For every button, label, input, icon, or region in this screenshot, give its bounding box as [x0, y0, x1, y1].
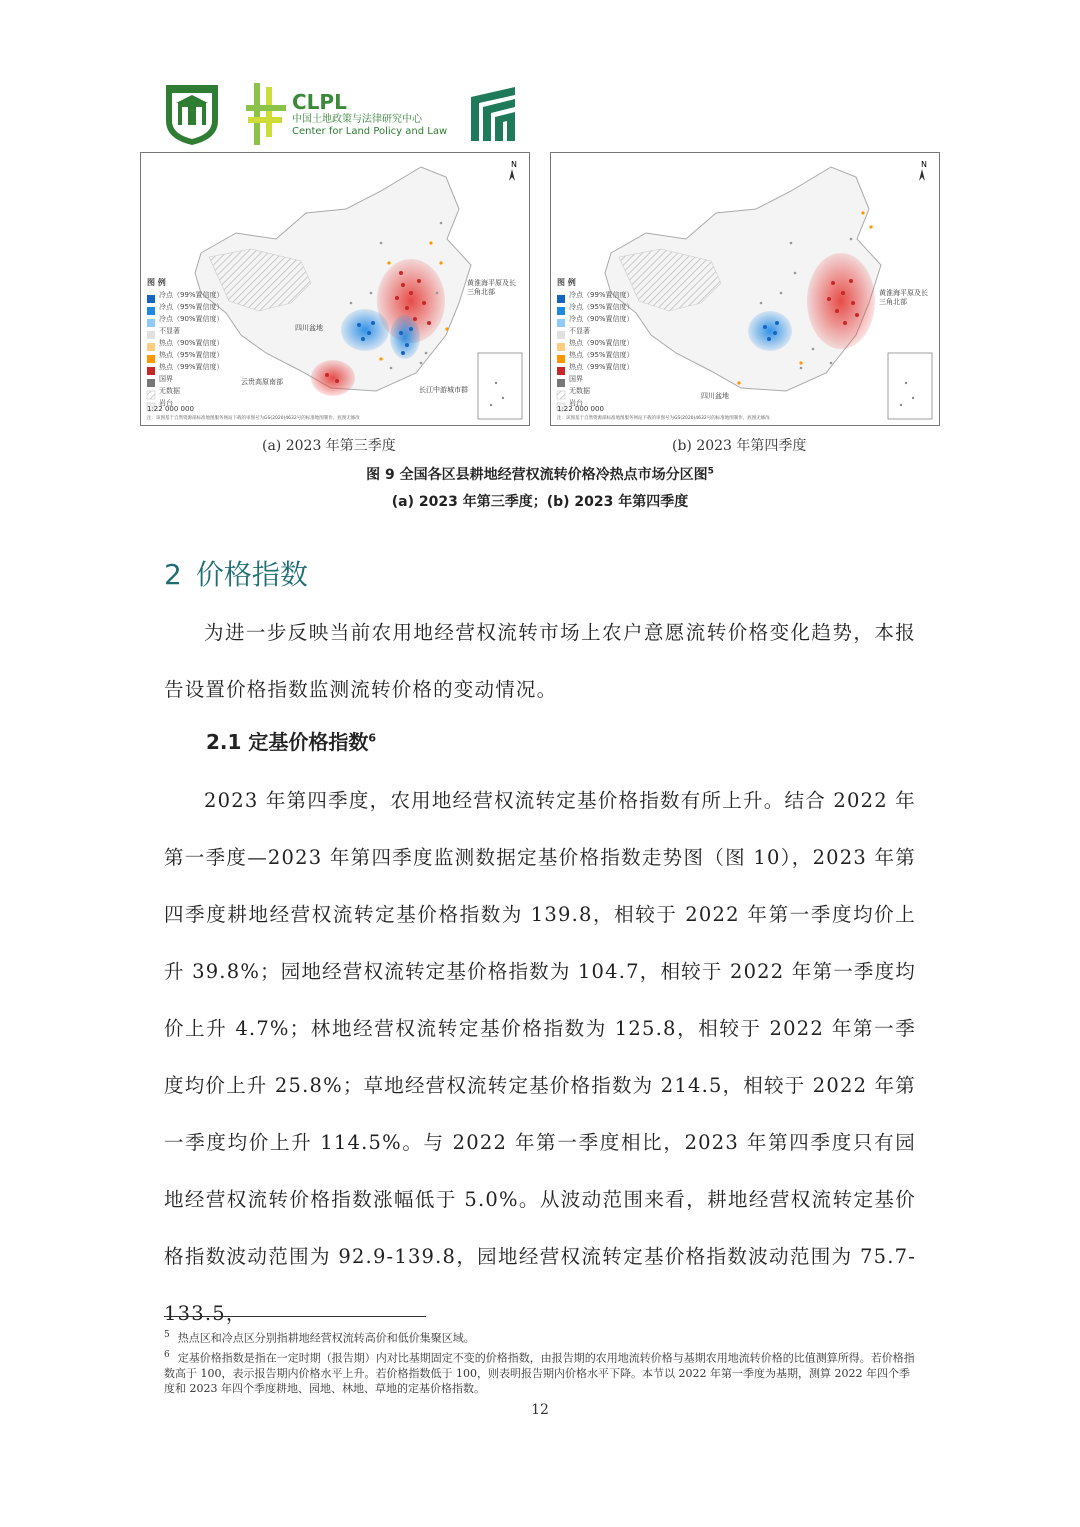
coldspot-yangtze — [390, 315, 420, 359]
university-seal-icon — [160, 81, 224, 147]
legend-swatch-hot-95 — [147, 355, 155, 363]
footnote-6 — [164, 1348, 916, 1396]
clpl-abbr: CLPL — [292, 90, 347, 114]
legend-label: 热点（95%置信度） — [159, 351, 224, 359]
map-b-caption: (b) 2023 年第四季度 — [672, 438, 807, 454]
footnote-5 — [164, 1328, 916, 1346]
legend-label: 热点（99%置信度） — [569, 363, 634, 371]
map-b-note: 注：该图基于自然资源部标准地图服务网站下载的审图号为GS(2020)4632号的标准地图制作，底图无修改 — [557, 416, 770, 421]
figure-subtitle: (a) 2023 年第三季度；(b) 2023 年第四季度 — [391, 494, 689, 510]
section-number: 2 — [164, 558, 182, 591]
legend-swatch-insignificant — [147, 331, 155, 339]
subsection-footnote-ref: 6 — [368, 731, 377, 745]
legend-label: 热点（95%置信度） — [569, 351, 634, 359]
map-a — [140, 152, 530, 426]
legend-label: 岩台 — [569, 399, 583, 407]
legend-label: 热点（90%置信度） — [569, 339, 634, 347]
legend-label: 热点（90%置信度） — [159, 339, 224, 347]
map-b-legend-title: 图 例 — [557, 278, 576, 287]
clpl-english-name: Center for Land Policy and Law — [292, 125, 448, 137]
legend-swatch-insignificant — [557, 331, 565, 339]
subsection-title: 定基价格指数 — [248, 730, 369, 754]
legend-label: 国界 — [569, 375, 583, 383]
legend-swatch-cold-99 — [147, 295, 155, 303]
footnote-text: 热点区和冷点区分别指耕地经营权流转高价和低价集聚区域。 — [177, 1331, 475, 1345]
legend-swatch-border — [557, 379, 565, 387]
region-label-sichuan: 四川盆地 — [295, 324, 323, 332]
subsection-number: 2.1 — [206, 730, 242, 754]
legend-label: 不显著 — [569, 327, 590, 335]
map-a-scale: 1:22 000 000 — [147, 405, 194, 413]
legend-label: 冷点（90%置信度） — [159, 315, 224, 323]
map-a-legend-title: 图 例 — [147, 278, 166, 287]
legend-swatch-cold-99 — [557, 295, 565, 303]
hotspot-yunnan — [311, 360, 355, 396]
legend-swatch-cold-90 — [557, 319, 565, 327]
legend-label: 无数据 — [159, 387, 180, 395]
region-label-sichuan: 四川盆地 — [701, 392, 729, 400]
legend-label: 冷点（95%置信度） — [159, 303, 224, 311]
legend-swatch-cold-95 — [147, 307, 155, 315]
footnote-number: 5 — [164, 1330, 170, 1340]
legend-swatch-hot-95 — [557, 355, 565, 363]
institute-mark-icon — [469, 85, 517, 143]
body-paragraph: 2023 年第四季度，农用地经营权流转定基价格指数有所上升。结合 2022 年第一季度—2023 年第四季度监测数据定基价格指数走势图（图 10），2023 年第四季度耕地经营权流转定基价格指数为 139.8，相较于 2022 年第一季度均价上升 39.8%；园地经营权流转定基价格指数为 104.7，相较于 2022 年第一季度均价上升 4.7%；林地经营权流转定基价格指数为 125.8，相较于 2022 年第一季度均价上升 25.8%；草地经营权流转定基价格指数为 214.5，相较于 2022 年第一季度均价上升 114.5%。与 2022 年第一季度相比，2023 年第四季度只有园地经营权流转价格指数涨幅低于 5.0%。从波动范围来看，耕地经营权流转定基价格指数波动范围为 92.9-139.8，园地经营权流转定基价格指数波动范围为 75.7-133.5， — [164, 789, 916, 1325]
legend-label: 无数据 — [569, 387, 590, 395]
header-logos — [160, 78, 517, 150]
section-heading — [164, 553, 308, 593]
legend-swatch-border — [147, 379, 155, 387]
region-label-north: 黄淮海平原及长三角北部 — [879, 289, 928, 306]
region-label-north: 黄淮海平原及长三角北部 — [467, 279, 516, 296]
page-number: 12 — [531, 1402, 549, 1418]
footnote-number: 6 — [164, 1350, 170, 1360]
subsection-heading — [206, 726, 376, 755]
figure-title-text: 图 9 全国各区县耕地经营权流转价格冷热点市场分区图 — [366, 467, 708, 483]
clpl-chinese-name: 中国土地政策与法律研究中心 — [292, 114, 422, 125]
legend-swatch-cold-95 — [557, 307, 565, 315]
clpl-mark-icon — [246, 83, 286, 145]
footnote-text: 定基价格指数是指在一定时期（报告期）内对比基期固定不变的价格指数，由报告期的农用地流转价格与基期农用地流转价格的比值测算所得。若价格指数高于 100，表示报告期内价格水平上升。若价格指数低于 100，则表明报告期内价格水平下降。本节以 2022 年第一季度为基期，测算 2022 年四个季度和 2023 年四个季度耕地、园地、林地、草地的定基价格指数。 — [164, 1351, 915, 1395]
footnote-divider — [164, 1316, 426, 1317]
map-b — [550, 152, 940, 426]
legend-swatch-hot-90 — [147, 343, 155, 351]
figure-footnote-ref: 5 — [707, 466, 714, 477]
hotspot-north-china — [807, 253, 875, 349]
intro-paragraph: 为进一步反映当前农用地经营权流转市场上农户意愿流转价格变化趋势，本报告设置价格指数监测流转价格的变动情况。 — [164, 621, 916, 701]
legend-swatch-nodata — [147, 391, 155, 399]
region-label-yangtze: 长江中游城市群 — [419, 386, 468, 394]
map-b-scale: 1:22 000 000 — [557, 405, 604, 413]
svg-text:N: N — [921, 160, 927, 169]
legend-label: 热点（99%置信度） — [159, 363, 224, 371]
legend-label: 冷点（99%置信度） — [569, 291, 634, 299]
legend-swatch-cold-90 — [147, 319, 155, 327]
figure-title — [0, 464, 1080, 484]
legend-label: 冷点（99%置信度） — [159, 291, 224, 299]
coldspot-sichuan — [748, 311, 792, 351]
legend-swatch-nodata — [557, 391, 565, 399]
legend-label: 不显著 — [159, 327, 180, 335]
region-label-yunnan: 云贵高原南部 — [241, 378, 283, 386]
legend-swatch-hot-99 — [147, 367, 155, 375]
map-a-caption: (a) 2023 年第三季度 — [262, 438, 396, 454]
legend-swatch-hot-90 — [557, 343, 565, 351]
svg-text:N: N — [511, 160, 517, 169]
coldspot-sichuan — [341, 309, 389, 351]
legend-label: 岩台 — [159, 399, 173, 407]
legend-label: 国界 — [159, 375, 173, 383]
map-a-note: 注：该图基于自然资源部标准地图服务网站下载的审图号为GS(2020)4632号的标准地图制作，底图无修改 — [147, 416, 360, 421]
legend-label: 冷点（90%置信度） — [569, 315, 634, 323]
clpl-logo — [246, 83, 447, 145]
legend-swatch-hot-99 — [557, 367, 565, 375]
legend-label: 冷点（95%置信度） — [569, 303, 634, 311]
section-title: 价格指数 — [195, 558, 308, 591]
